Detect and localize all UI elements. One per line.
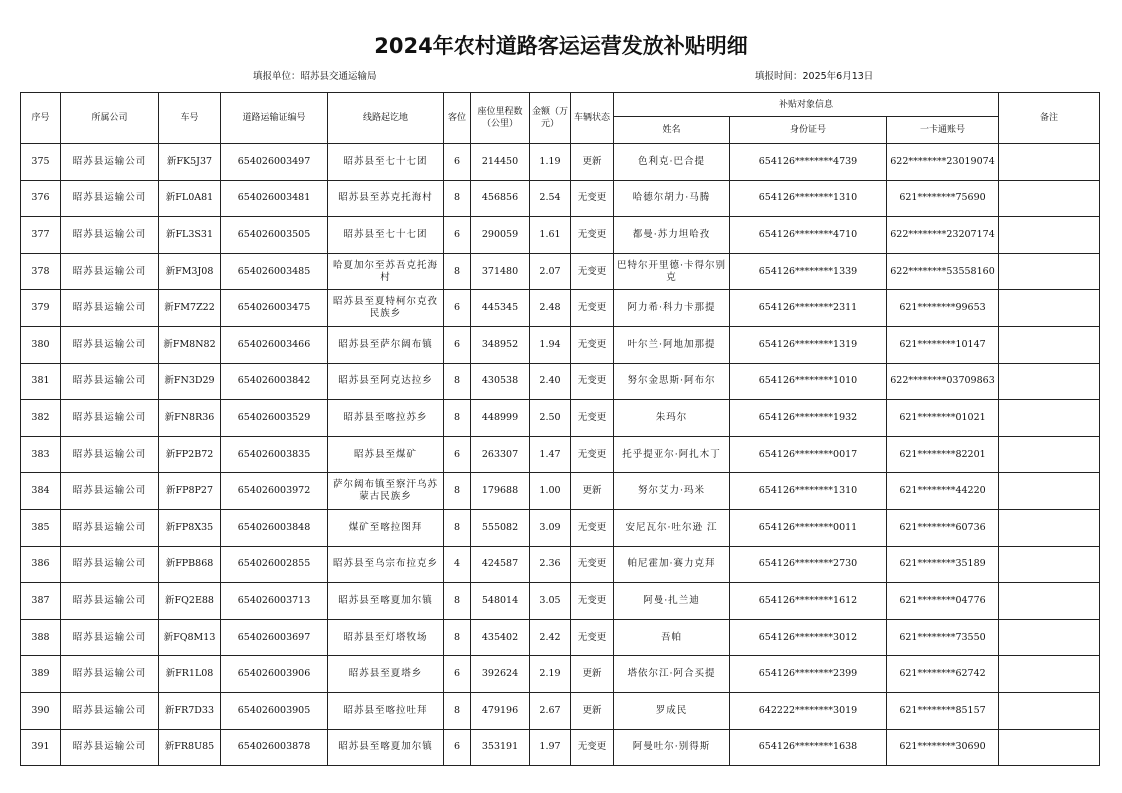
cell-name: 吾帕 [614,619,730,656]
header-amount: 金额（万元） [530,93,571,144]
cell-mileage: 555082 [471,509,530,546]
cell-amount: 1.00 [530,473,571,510]
cell-remarks [999,400,1100,437]
header-status: 车辆状态 [571,93,614,144]
cell-remarks [999,656,1100,693]
cell-mileage: 348952 [471,326,530,363]
cell-plate: 新FN3D29 [159,363,221,400]
cell-account: 621********60736 [887,509,999,546]
cell-remarks [999,253,1100,290]
cell-seq: 387 [21,583,61,620]
cell-mileage: 548014 [471,583,530,620]
cell-remarks [999,583,1100,620]
cell-plate: 新FR8U85 [159,729,221,766]
cell-seq: 378 [21,253,61,290]
cell-plate: 新FM3J08 [159,253,221,290]
cell-status: 更新 [571,473,614,510]
header-seq: 序号 [21,93,61,144]
cell-id-card: 654126********1310 [730,180,887,217]
cell-seats: 6 [444,290,471,327]
cell-route: 昭苏县至七十七团 [328,144,444,181]
cell-permit: 654026003475 [221,290,328,327]
cell-status: 无变更 [571,619,614,656]
cell-account: 622********53558160 [887,253,999,290]
cell-id-card: 654126********1612 [730,583,887,620]
cell-company: 昭苏县运输公司 [61,436,159,473]
cell-id-card: 654126********1010 [730,363,887,400]
cell-company: 昭苏县运输公司 [61,509,159,546]
cell-seq: 382 [21,400,61,437]
cell-plate: 新FP8X35 [159,509,221,546]
cell-status: 无变更 [571,217,614,254]
cell-id-card: 654126********2311 [730,290,887,327]
header-permit: 道路运输证编号 [221,93,328,144]
table-row [21,729,1100,766]
cell-account: 621********30690 [887,729,999,766]
cell-route: 昭苏县至灯塔牧场 [328,619,444,656]
cell-name: 哈德尔胡力·马腾 [614,180,730,217]
table-row [21,290,1100,327]
cell-seats: 6 [444,436,471,473]
subsidy-table [20,92,1100,766]
cell-account: 622********03709863 [887,363,999,400]
cell-plate: 新FK5J37 [159,144,221,181]
cell-status: 无变更 [571,400,614,437]
cell-remarks [999,217,1100,254]
cell-permit: 654026003835 [221,436,328,473]
cell-remarks [999,436,1100,473]
table-row [21,253,1100,290]
cell-remarks [999,363,1100,400]
cell-amount: 2.67 [530,692,571,729]
cell-amount: 1.19 [530,144,571,181]
cell-seats: 8 [444,180,471,217]
cell-route: 昭苏县至阿克达拉乡 [328,363,444,400]
cell-name: 朱玛尔 [614,400,730,437]
cell-account: 621********10147 [887,326,999,363]
cell-route: 昭苏县至喀夏加尔镇 [328,583,444,620]
cell-route: 昭苏县至乌宗布拉克乡 [328,546,444,583]
cell-route: 萨尔阔布镇至察汗乌苏蒙古民族乡 [328,473,444,510]
table-row [21,400,1100,437]
cell-status: 无变更 [571,546,614,583]
cell-status: 无变更 [571,583,614,620]
cell-mileage: 214450 [471,144,530,181]
cell-route: 煤矿至喀拉图拜 [328,509,444,546]
cell-amount: 2.07 [530,253,571,290]
cell-amount: 2.19 [530,656,571,693]
cell-plate: 新FL0A81 [159,180,221,217]
cell-seats: 8 [444,509,471,546]
cell-amount: 1.47 [530,436,571,473]
cell-account: 621********01021 [887,400,999,437]
cell-account: 621********75690 [887,180,999,217]
cell-amount: 2.54 [530,180,571,217]
cell-permit: 654026003529 [221,400,328,437]
cell-mileage: 371480 [471,253,530,290]
cell-plate: 新FQ8M13 [159,619,221,656]
cell-route: 昭苏县至喀夏加尔镇 [328,729,444,766]
cell-route: 昭苏县至七十七团 [328,217,444,254]
header-remarks: 备注 [999,93,1100,144]
cell-status: 无变更 [571,290,614,327]
cell-route: 哈夏加尔至苏吾克托海村 [328,253,444,290]
cell-company: 昭苏县运输公司 [61,619,159,656]
cell-id-card: 654126********1319 [730,326,887,363]
cell-account: 622********23019074 [887,144,999,181]
cell-company: 昭苏县运输公司 [61,692,159,729]
cell-mileage: 448999 [471,400,530,437]
cell-seq: 379 [21,290,61,327]
cell-status: 无变更 [571,180,614,217]
cell-name: 阿曼·扎兰迪 [614,583,730,620]
cell-id-card: 654126********4739 [730,144,887,181]
cell-status: 无变更 [571,363,614,400]
cell-mileage: 456856 [471,180,530,217]
table-row [21,363,1100,400]
cell-plate: 新FM7Z22 [159,290,221,327]
cell-name: 阿力希·科力卡那提 [614,290,730,327]
cell-plate: 新FP2B72 [159,436,221,473]
cell-company: 昭苏县运输公司 [61,363,159,400]
cell-status: 无变更 [571,729,614,766]
cell-remarks [999,290,1100,327]
cell-company: 昭苏县运输公司 [61,400,159,437]
cell-company: 昭苏县运输公司 [61,473,159,510]
cell-mileage: 479196 [471,692,530,729]
cell-account: 622********23207174 [887,217,999,254]
cell-status: 更新 [571,656,614,693]
cell-id-card: 654126********1310 [730,473,887,510]
reporting-time: 填报时间：2025年6月13日 [755,71,874,82]
cell-amount: 1.97 [530,729,571,766]
cell-mileage: 353191 [471,729,530,766]
cell-name: 帕尼霍加·赛力克拜 [614,546,730,583]
cell-remarks [999,144,1100,181]
table-row [21,217,1100,254]
cell-permit: 654026003848 [221,509,328,546]
cell-amount: 2.36 [530,546,571,583]
header-subsidy-group: 补贴对象信息 [614,93,999,117]
cell-seq: 375 [21,144,61,181]
cell-mileage: 263307 [471,436,530,473]
table-row [21,546,1100,583]
cell-company: 昭苏县运输公司 [61,144,159,181]
cell-seats: 6 [444,656,471,693]
cell-company: 昭苏县运输公司 [61,656,159,693]
cell-account: 621********82201 [887,436,999,473]
cell-id-card: 654126********0017 [730,436,887,473]
cell-mileage: 430538 [471,363,530,400]
cell-permit: 654026003842 [221,363,328,400]
cell-seats: 6 [444,729,471,766]
cell-amount: 2.40 [530,363,571,400]
cell-permit: 654026003972 [221,473,328,510]
cell-plate: 新FL3S31 [159,217,221,254]
cell-mileage: 435402 [471,619,530,656]
cell-route: 昭苏县至喀拉吐拜 [328,692,444,729]
cell-amount: 1.61 [530,217,571,254]
cell-mileage: 179688 [471,473,530,510]
cell-account: 621********44220 [887,473,999,510]
cell-id-card: 654126********3012 [730,619,887,656]
cell-name: 都曼·苏力坦哈孜 [614,217,730,254]
cell-plate: 新FPB868 [159,546,221,583]
cell-account: 621********73550 [887,619,999,656]
cell-remarks [999,180,1100,217]
cell-id-card: 654126********4710 [730,217,887,254]
cell-account: 621********62742 [887,656,999,693]
cell-seats: 6 [444,217,471,254]
header-card-account: 一卡通账号 [887,117,999,144]
table-row [21,692,1100,729]
cell-seq: 380 [21,326,61,363]
cell-name: 色利克·巴合提 [614,144,730,181]
cell-seats: 8 [444,363,471,400]
cell-seq: 389 [21,656,61,693]
cell-seats: 6 [444,326,471,363]
cell-permit: 654026003906 [221,656,328,693]
cell-amount: 2.50 [530,400,571,437]
cell-seq: 377 [21,217,61,254]
cell-seats: 8 [444,619,471,656]
cell-company: 昭苏县运输公司 [61,290,159,327]
cell-status: 更新 [571,144,614,181]
cell-route: 昭苏县至萨尔阔布镇 [328,326,444,363]
cell-plate: 新FR7D33 [159,692,221,729]
cell-route: 昭苏县至夏特柯尔克孜民族乡 [328,290,444,327]
header-company: 所属公司 [61,93,159,144]
cell-status: 更新 [571,692,614,729]
cell-company: 昭苏县运输公司 [61,326,159,363]
cell-remarks [999,692,1100,729]
cell-name: 努尔金思斯·阿布尔 [614,363,730,400]
cell-plate: 新FQ2E88 [159,583,221,620]
cell-mileage: 290059 [471,217,530,254]
cell-seq: 390 [21,692,61,729]
cell-amount: 2.42 [530,619,571,656]
cell-route: 昭苏县至夏塔乡 [328,656,444,693]
cell-remarks [999,326,1100,363]
cell-seats: 8 [444,400,471,437]
cell-amount: 2.48 [530,290,571,327]
cell-mileage: 392624 [471,656,530,693]
cell-route: 昭苏县至苏克托海村 [328,180,444,217]
cell-name: 罗成民 [614,692,730,729]
cell-account: 621********85157 [887,692,999,729]
cell-permit: 654026003713 [221,583,328,620]
cell-permit: 654026003505 [221,217,328,254]
cell-mileage: 445345 [471,290,530,327]
cell-remarks [999,473,1100,510]
cell-company: 昭苏县运输公司 [61,583,159,620]
cell-seats: 8 [444,583,471,620]
cell-remarks [999,509,1100,546]
cell-name: 塔依尔江·阿合买提 [614,656,730,693]
table-row [21,436,1100,473]
cell-permit: 654026003905 [221,692,328,729]
page-title: 2024年农村道路客运运营发放补贴明细 [374,34,748,58]
cell-account: 621********35189 [887,546,999,583]
cell-company: 昭苏县运输公司 [61,253,159,290]
cell-status: 无变更 [571,436,614,473]
cell-seats: 8 [444,473,471,510]
cell-permit: 654026003466 [221,326,328,363]
cell-status: 无变更 [571,509,614,546]
cell-amount: 1.94 [530,326,571,363]
cell-name: 巴特尔开里德·卡得尔别克 [614,253,730,290]
cell-seats: 4 [444,546,471,583]
cell-id-card: 654126********1638 [730,729,887,766]
cell-mileage: 424587 [471,546,530,583]
cell-seq: 376 [21,180,61,217]
cell-remarks [999,619,1100,656]
table-row [21,509,1100,546]
cell-seq: 391 [21,729,61,766]
cell-id-card: 654126********2730 [730,546,887,583]
cell-company: 昭苏县运输公司 [61,729,159,766]
cell-name: 安尼瓦尔·吐尔逊 江 [614,509,730,546]
header-seats: 客位 [444,93,471,144]
cell-seq: 385 [21,509,61,546]
cell-id-card: 654126********2399 [730,656,887,693]
cell-account: 621********04776 [887,583,999,620]
cell-permit: 654026003497 [221,144,328,181]
table-row [21,144,1100,181]
cell-permit: 654026002855 [221,546,328,583]
cell-seq: 383 [21,436,61,473]
table-body [21,144,1100,766]
cell-id-card: 654126********1339 [730,253,887,290]
cell-permit: 654026003878 [221,729,328,766]
table-row [21,583,1100,620]
cell-amount: 3.09 [530,509,571,546]
header-plate: 车号 [159,93,221,144]
cell-seats: 6 [444,144,471,181]
cell-permit: 654026003485 [221,253,328,290]
cell-route: 昭苏县至喀拉苏乡 [328,400,444,437]
reporting-unit: 填报单位：昭苏县交通运输局 [253,71,377,82]
cell-amount: 3.05 [530,583,571,620]
cell-id-card: 654126********0011 [730,509,887,546]
table-row [21,326,1100,363]
cell-plate: 新FR1L08 [159,656,221,693]
cell-seq: 386 [21,546,61,583]
cell-name: 叶尔兰·阿地加那提 [614,326,730,363]
cell-permit: 654026003481 [221,180,328,217]
cell-seats: 8 [444,692,471,729]
cell-name: 阿曼吐尔·别得斯 [614,729,730,766]
cell-id-card: 642222********3019 [730,692,887,729]
cell-name: 托乎提亚尔·阿扎木丁 [614,436,730,473]
cell-seats: 8 [444,253,471,290]
table-row [21,180,1100,217]
cell-seq: 381 [21,363,61,400]
cell-status: 无变更 [571,253,614,290]
cell-permit: 654026003697 [221,619,328,656]
cell-status: 无变更 [571,326,614,363]
table-row [21,656,1100,693]
cell-plate: 新FP8P27 [159,473,221,510]
header-id-card: 身份证号 [730,117,887,144]
cell-plate: 新FM8N82 [159,326,221,363]
cell-company: 昭苏县运输公司 [61,546,159,583]
header-name: 姓名 [614,117,730,144]
cell-seq: 388 [21,619,61,656]
cell-account: 621********99653 [887,290,999,327]
cell-remarks [999,729,1100,766]
cell-id-card: 654126********1932 [730,400,887,437]
table-row [21,619,1100,656]
cell-company: 昭苏县运输公司 [61,217,159,254]
cell-route: 昭苏县至煤矿 [328,436,444,473]
cell-name: 努尔艾力·玛米 [614,473,730,510]
cell-remarks [999,546,1100,583]
cell-plate: 新FN8R36 [159,400,221,437]
cell-company: 昭苏县运输公司 [61,180,159,217]
cell-seq: 384 [21,473,61,510]
table-row [21,473,1100,510]
header-route: 线路起讫地 [328,93,444,144]
header-mileage: 座位里程数（公里） [471,93,530,144]
